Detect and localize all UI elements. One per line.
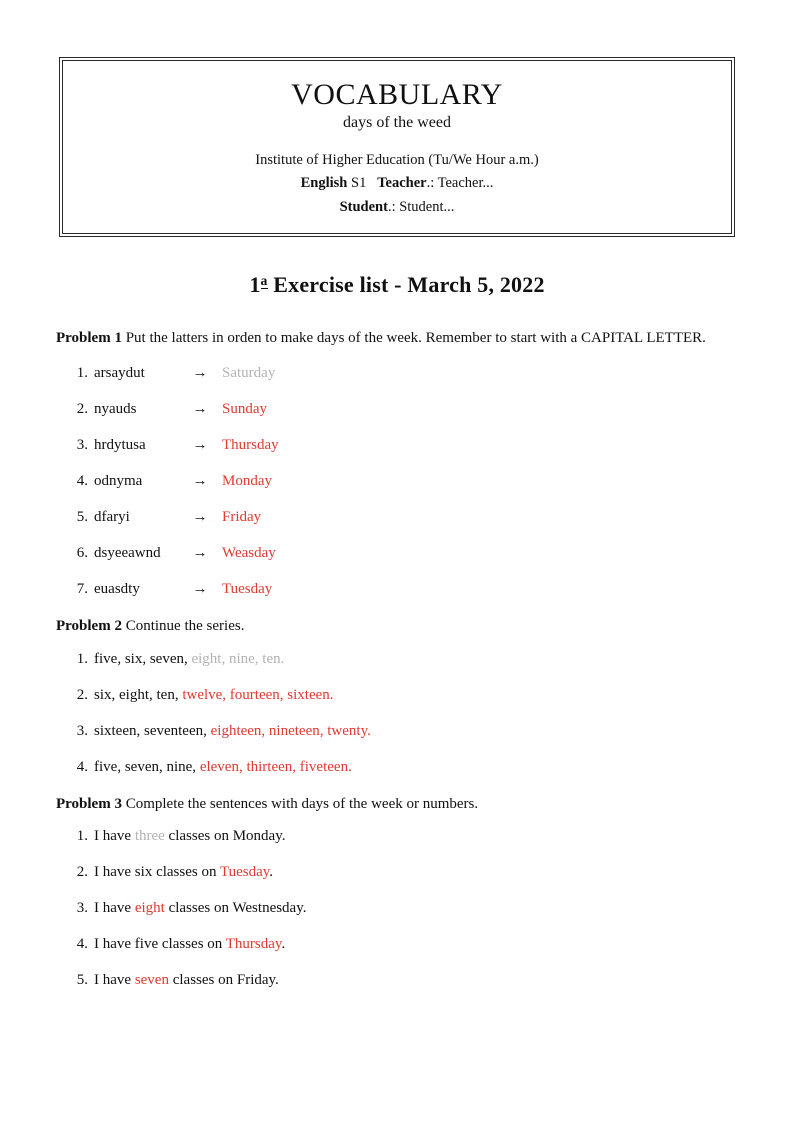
item-number: 5. (76, 508, 88, 525)
problem-1-heading (56, 328, 740, 350)
given-series: sixteen, seventeen, (94, 722, 207, 739)
problem-2-label: Problem 2 (56, 617, 122, 634)
item-number: 1. (76, 364, 88, 381)
problem-2-statement: Continue the series. (125, 617, 245, 634)
answer-text: Thursday (222, 436, 279, 453)
problem-1-list (56, 364, 740, 600)
item-number: 4. (76, 472, 88, 489)
problem-1-item (56, 472, 740, 492)
answer-text: eleven, thirteen, fiveteen. (196, 758, 352, 775)
scrambled-word: odnyma (94, 472, 143, 489)
sentence-suffix: . (269, 864, 274, 881)
sentence-prefix: I have five classes on (94, 936, 226, 953)
item-number: 3. (76, 436, 88, 453)
problem-2-heading (56, 616, 740, 638)
item-number: 5. (76, 972, 88, 989)
answer-text: Friday (222, 508, 262, 525)
given-series: six, eight, ten, (94, 686, 179, 703)
item-number: 2. (76, 400, 88, 417)
problem-3-item (56, 935, 740, 955)
arrow-icon: → (192, 580, 208, 597)
item-number: 3. (76, 900, 88, 917)
document-title: VOCABULARY (291, 78, 503, 111)
course-label: English (300, 175, 348, 192)
list-number: 1 (249, 272, 261, 297)
problem-3-label: Problem 3 (56, 795, 122, 812)
problem-3-heading (56, 794, 740, 816)
sentence-prefix: I have (94, 828, 135, 845)
answer-text: Thursday (225, 936, 282, 953)
given-series: five, seven, nine, (94, 758, 197, 775)
ordinal-marker: a (260, 272, 268, 288)
item-number: 3. (76, 722, 88, 739)
item-number: 1. (76, 828, 88, 845)
sentence-prefix: I have (94, 900, 135, 917)
header-frame-inner (62, 60, 732, 234)
answer-text: Saturday (222, 364, 276, 381)
document-subtitle: days of the weed (343, 114, 451, 132)
answer-text: Sunday (222, 400, 267, 417)
problem-1-label: Problem 1 (56, 330, 122, 346)
problem-3-statement: Complete the sentences with days of the week or numbers. (125, 795, 479, 812)
problem-2-item (56, 650, 740, 670)
list-title-rest: Exercise list - March 5, 2022 (267, 272, 545, 297)
given-series: five, six, seven, (94, 650, 188, 667)
scrambled-word: nyauds (94, 400, 137, 417)
course-teacher-line (73, 172, 721, 195)
problem-1-item (56, 544, 740, 564)
scrambled-word: arsaydut (94, 364, 145, 381)
student-label: Student (339, 198, 388, 215)
problem-1-item (56, 364, 740, 384)
document-body (56, 328, 740, 1007)
sentence-prefix: I have (94, 972, 135, 989)
exercise-list-title (0, 272, 794, 298)
item-number: 7. (76, 580, 88, 597)
arrow-icon: → (192, 544, 208, 561)
arrow-icon: → (192, 508, 208, 525)
problem-2-list (56, 650, 740, 778)
header-frame (59, 57, 735, 237)
sentence-suffix: classes on Westnesday. (164, 900, 307, 917)
item-number: 1. (76, 650, 88, 667)
institute-line: Institute of Higher Education (Tu/We Hour a.m.) (255, 151, 539, 168)
answer-text: seven (134, 972, 169, 989)
problem-2-item (56, 722, 740, 742)
answer-text: Tuesday (222, 580, 273, 597)
problem-2-item (56, 686, 740, 706)
scrambled-word: hrdytusa (94, 436, 146, 453)
student-line (73, 196, 721, 219)
problem-3-item (56, 899, 740, 919)
answer-text: eighteen, nineteen, twenty. (206, 722, 371, 739)
sentence-suffix: classes on Friday. (168, 972, 279, 989)
item-number: 6. (76, 544, 88, 561)
problem-3-item (56, 827, 740, 847)
answer-text: eight (134, 900, 165, 917)
arrow-icon: → (192, 436, 208, 453)
sentence-suffix: . (281, 936, 286, 953)
scrambled-word: dfaryi (94, 508, 130, 525)
teacher-label: Teacher (377, 175, 427, 192)
problem-1-item (56, 580, 740, 600)
answer-text: twelve, fourteen, sixteen. (178, 686, 334, 703)
answer-text: Monday (222, 472, 272, 489)
problem-1-item (56, 400, 740, 420)
sentence-prefix: I have six classes on (94, 864, 220, 881)
course-value: S1 (351, 175, 367, 192)
problem-1-item (56, 508, 740, 528)
student-value: .: Student... (387, 198, 455, 215)
problem-1-item (56, 436, 740, 456)
problem-3-item (56, 971, 740, 991)
answer-text: Tuesday (219, 864, 270, 881)
item-number: 2. (76, 686, 88, 703)
arrow-icon: → (192, 472, 208, 489)
answer-text: Weasday (222, 544, 276, 561)
arrow-icon: → (192, 364, 208, 381)
arrow-icon: → (192, 400, 208, 417)
teacher-value: .: Teacher... (426, 175, 494, 192)
item-number: 2. (76, 864, 88, 881)
answer-text: three (134, 828, 165, 845)
problem-3-item (56, 863, 740, 883)
scrambled-word: euasdty (94, 580, 140, 597)
problem-2-item (56, 758, 740, 778)
item-number: 4. (76, 758, 88, 775)
problem-1-statement: Put the latters in orden to make days of the week. Remember to start with a CAPITAL LETTER. (125, 330, 706, 346)
scrambled-word: dsyeeawnd (94, 544, 161, 561)
problem-3-list (56, 827, 740, 991)
answer-text: eight, nine, ten. (187, 650, 285, 667)
sentence-suffix: classes on Monday. (164, 828, 286, 845)
item-number: 4. (76, 936, 88, 953)
